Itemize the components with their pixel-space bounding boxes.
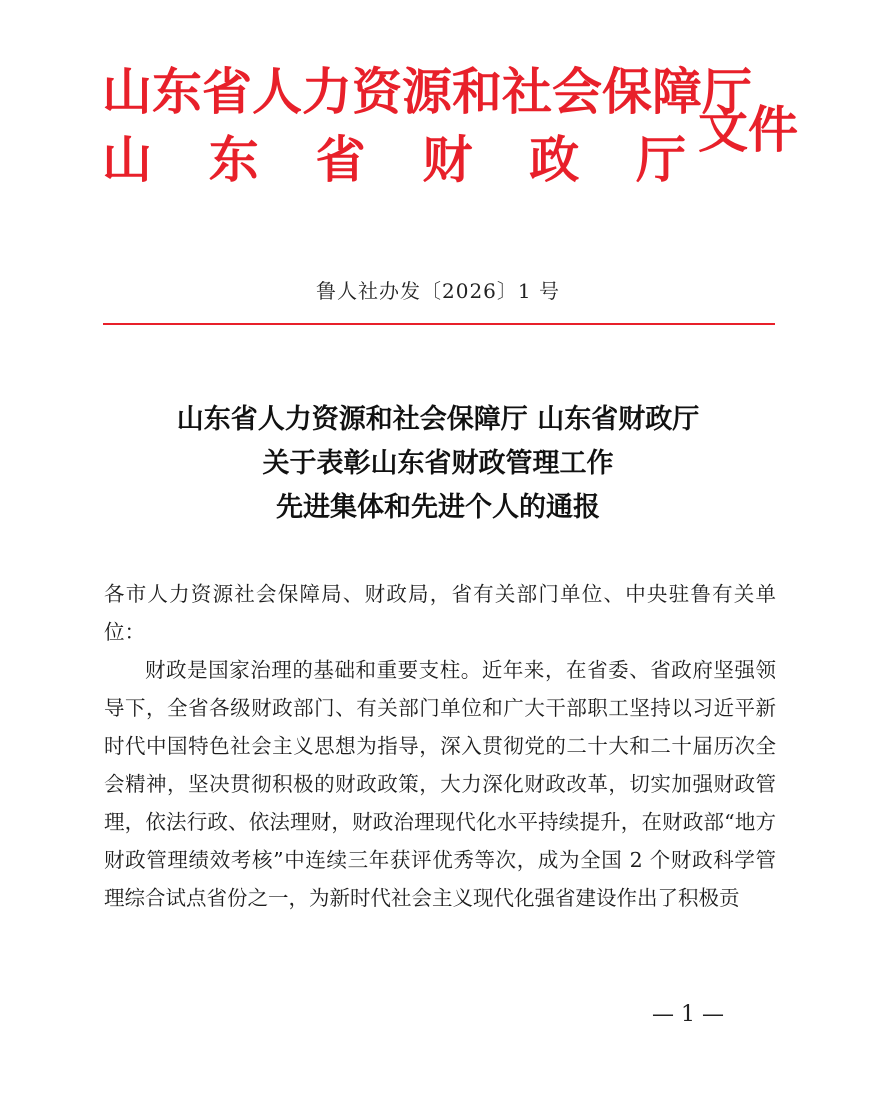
issuer-line-2-char: 东: [208, 130, 259, 189]
issuer-line-2-char: 厅: [635, 130, 686, 189]
red-divider: [103, 323, 775, 325]
issuer-line-2-char: 山: [102, 130, 152, 189]
page-number: — 1 —: [652, 1002, 724, 1027]
document-type-label: 文件: [698, 100, 798, 159]
title-line-1: 山东省人力资源和社会保障厅 山东省财政厅: [176, 404, 700, 435]
salutation: 各市人力资源社会保障局、财政局，省有关部门单位、中央驻鲁有关单位：: [104, 582, 776, 644]
issuer-line-2-char: 财: [422, 130, 473, 189]
title-line-3: 先进集体和先进个人的通报: [276, 492, 600, 523]
issuer-line-2-char: 省: [315, 130, 366, 189]
document-title: [0, 398, 876, 530]
document-body: [104, 575, 776, 917]
issuer-line-2-char: 政: [529, 130, 580, 189]
issuer-line-2: [102, 130, 686, 190]
body-paragraph: 财政是国家治理的基础和重要支柱。近年来，在省委、省政府坚强领导下，全省各级财政部门、有关部门单位和广大干部职工坚持以习近平新时代中国特色社会主义思想为指导，深入贯彻党的二十大和二十届历次全会精神，坚决贯彻积极的财政政策，大力深化财政改革，切实加强财政管理，依法行政、依法理财，财政治理现代化水平持续提升，在财政部“地方财政管理绩效考核”中连续三年获评优秀等次，成为全国 2 个财政科学管理综合试点省份之一，为新时代社会主义现代化强省建设作出了积极贡: [104, 658, 776, 910]
document-number: 鲁人社办发〔2026〕1 号: [316, 279, 560, 303]
title-line-2: 关于表彰山东省财政管理工作: [262, 448, 614, 479]
issuer-line-1: 山东省人力资源和社会保障厅: [102, 62, 752, 121]
